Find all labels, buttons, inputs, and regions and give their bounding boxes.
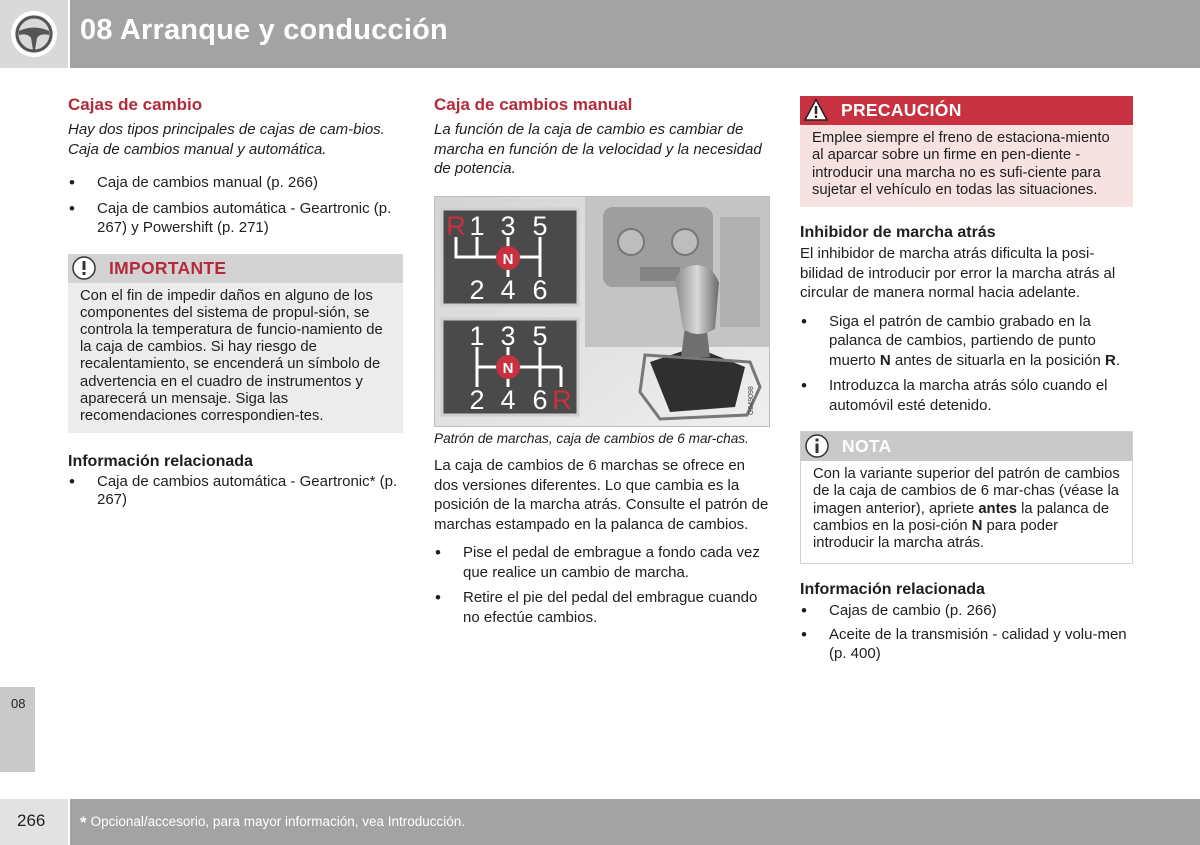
footer-note-bar (70, 799, 1200, 845)
pattern2-gear: 4 (500, 384, 516, 415)
column-2 (434, 95, 770, 633)
gearbox-types-list (68, 173, 403, 238)
note-box-header (801, 432, 1132, 461)
precaution-box-text: Emplee siempre el freno de estaciona-miento al aparcar sobre un firme en pen-diente - introducir una marcha no es sufi-ciente para sujetar el vehículo en todas las situaciones. (812, 130, 1110, 198)
pattern1-gear: 5 (532, 210, 548, 241)
gear-pattern-figure (434, 196, 770, 427)
header-title-bar (70, 0, 1200, 68)
page-number-box (0, 799, 68, 845)
list-item[interactable]: • Aceite de la transmisión - calidad y volu-men (p. 400) (800, 626, 1133, 663)
footnote-star: * (80, 813, 87, 832)
pattern1-gear: 1 (469, 210, 485, 241)
reverse-inhibitor-list (800, 312, 1133, 416)
pattern2-neutral: N (502, 359, 514, 377)
column-1 (68, 95, 403, 515)
exclamation-circle-icon (72, 256, 96, 280)
list-item: • Introduzca la marcha atrás sólo cuando el automóvil esté detenido. (800, 376, 1133, 415)
important-box (68, 254, 403, 434)
list-item: • Caja de cambios automática - Geartronic (p. 267) y Powershift (p. 271) (68, 199, 403, 238)
page-header (0, 0, 1200, 68)
related-info-heading: Información relacionada (68, 453, 253, 471)
section-intro-manual-gearbox: La función de la caja de cambio es cambiar de marcha en función de la velocidad y la necesidad de potencia. (434, 121, 762, 177)
important-box-text: Con el fin de impedir daños en alguno de los componentes del sistema de propul-sión, se controla la temperatura de funcio-namiento de la caja de cambios. Si hay riesgo de recalentamiento, se encenderá un símbolo de advertencia en el cuadro de instrumentos y aparecerá un mensaje. Siga las recomendaciones correspondien-tes. (80, 287, 383, 424)
important-box-header (68, 254, 403, 283)
section-heading-gearboxes: Cajas de cambio (68, 95, 203, 114)
note-box (800, 431, 1133, 563)
note-box-text: Con la variante superior del patrón de cambios de la caja de cambios de 6 mar-chas (véase la imagen anterior), apriete antes la palanca de cambios en la posi-ción N para poder introducir la marcha atrás. (813, 466, 1120, 552)
figure-code: G049098 (748, 385, 755, 415)
related-info-list (800, 601, 1133, 664)
pattern2-gear: 1 (469, 320, 485, 351)
manual-gearbox-body: La caja de cambios de 6 marchas se ofrece en dos versiones diferentes. Lo que cambia es la posición de la marcha atrás. Consulte el patrón de marchas estampado en la palanca de cambios. (434, 457, 769, 533)
chapter-side-tab-label: 08 (11, 696, 26, 711)
steering-wheel-icon (0, 0, 68, 68)
reverse-inhibitor-text: El inhibidor de marcha atrás dificulta la posi-bilidad de introducir por error la marcha atrás al circular de manera normal hacia adelante. (800, 245, 1116, 302)
pattern1-gear: 3 (500, 210, 516, 241)
pattern1-gear: 6 (532, 274, 548, 305)
section-intro-gearboxes: Hay dos tipos principales de cajas de cam-bios. Caja de cambios manual y automática. (68, 121, 385, 158)
reverse-inhibitor-heading: Inhibidor de marcha atrás (800, 224, 996, 242)
note-box-label: NOTA (842, 436, 892, 457)
warning-triangle-icon (804, 98, 828, 122)
chapter-icon-box (0, 0, 68, 68)
precaution-box-label: PRECAUCIÓN (841, 100, 962, 120)
info-circle-icon (805, 434, 829, 458)
pattern2-gear: 6 (532, 384, 548, 415)
list-item: • Caja de cambios manual (p. 266) (68, 173, 403, 193)
chapter-side-tab (0, 687, 35, 772)
pattern1-gear: 2 (469, 274, 485, 305)
related-info-list (68, 473, 403, 509)
section-heading-manual-gearbox: Caja de cambios manual (434, 95, 633, 114)
pattern1-reverse: R (446, 210, 466, 241)
figure-caption: Patrón de marchas, caja de cambios de 6 mar-chas. (434, 430, 749, 446)
gearshift-illustration (435, 197, 770, 427)
clutch-instructions-list (434, 543, 770, 627)
list-item: • Retire el pie del pedal del embrague cuando no efectúe cambios. (434, 588, 770, 627)
list-item[interactable]: • Cajas de cambio (p. 266) (800, 601, 1133, 621)
important-box-label: IMPORTANTE (109, 257, 227, 278)
column-3 (800, 96, 1133, 669)
precaution-box-header (800, 96, 1133, 125)
related-info-heading: Información relacionada (800, 580, 985, 598)
pattern2-gear: 5 (532, 320, 548, 351)
page-number: 266 (17, 811, 46, 830)
pattern1-gear: 4 (500, 274, 516, 305)
pattern2-gear: 3 (500, 320, 516, 351)
pattern2-gear: 2 (469, 384, 485, 415)
precaution-box (800, 96, 1133, 207)
pattern2-reverse: R (552, 384, 572, 415)
list-item: • Siga el patrón de cambio grabado en la palanca de cambios, partiendo de punto muerto N antes de situarla en la posición R. (800, 312, 1133, 371)
list-item[interactable]: • Caja de cambios automática - Geartronic* (p. 267) (68, 473, 403, 509)
chapter-title: 08 Arranque y conducción (80, 14, 448, 46)
list-item: • Pise el pedal de embrague a fondo cada vez que realice un cambio de marcha. (434, 543, 770, 582)
footer-note: * Opcional/accesorio, para mayor información, vea Introducción. (80, 813, 466, 832)
pattern1-neutral: N (502, 250, 514, 268)
